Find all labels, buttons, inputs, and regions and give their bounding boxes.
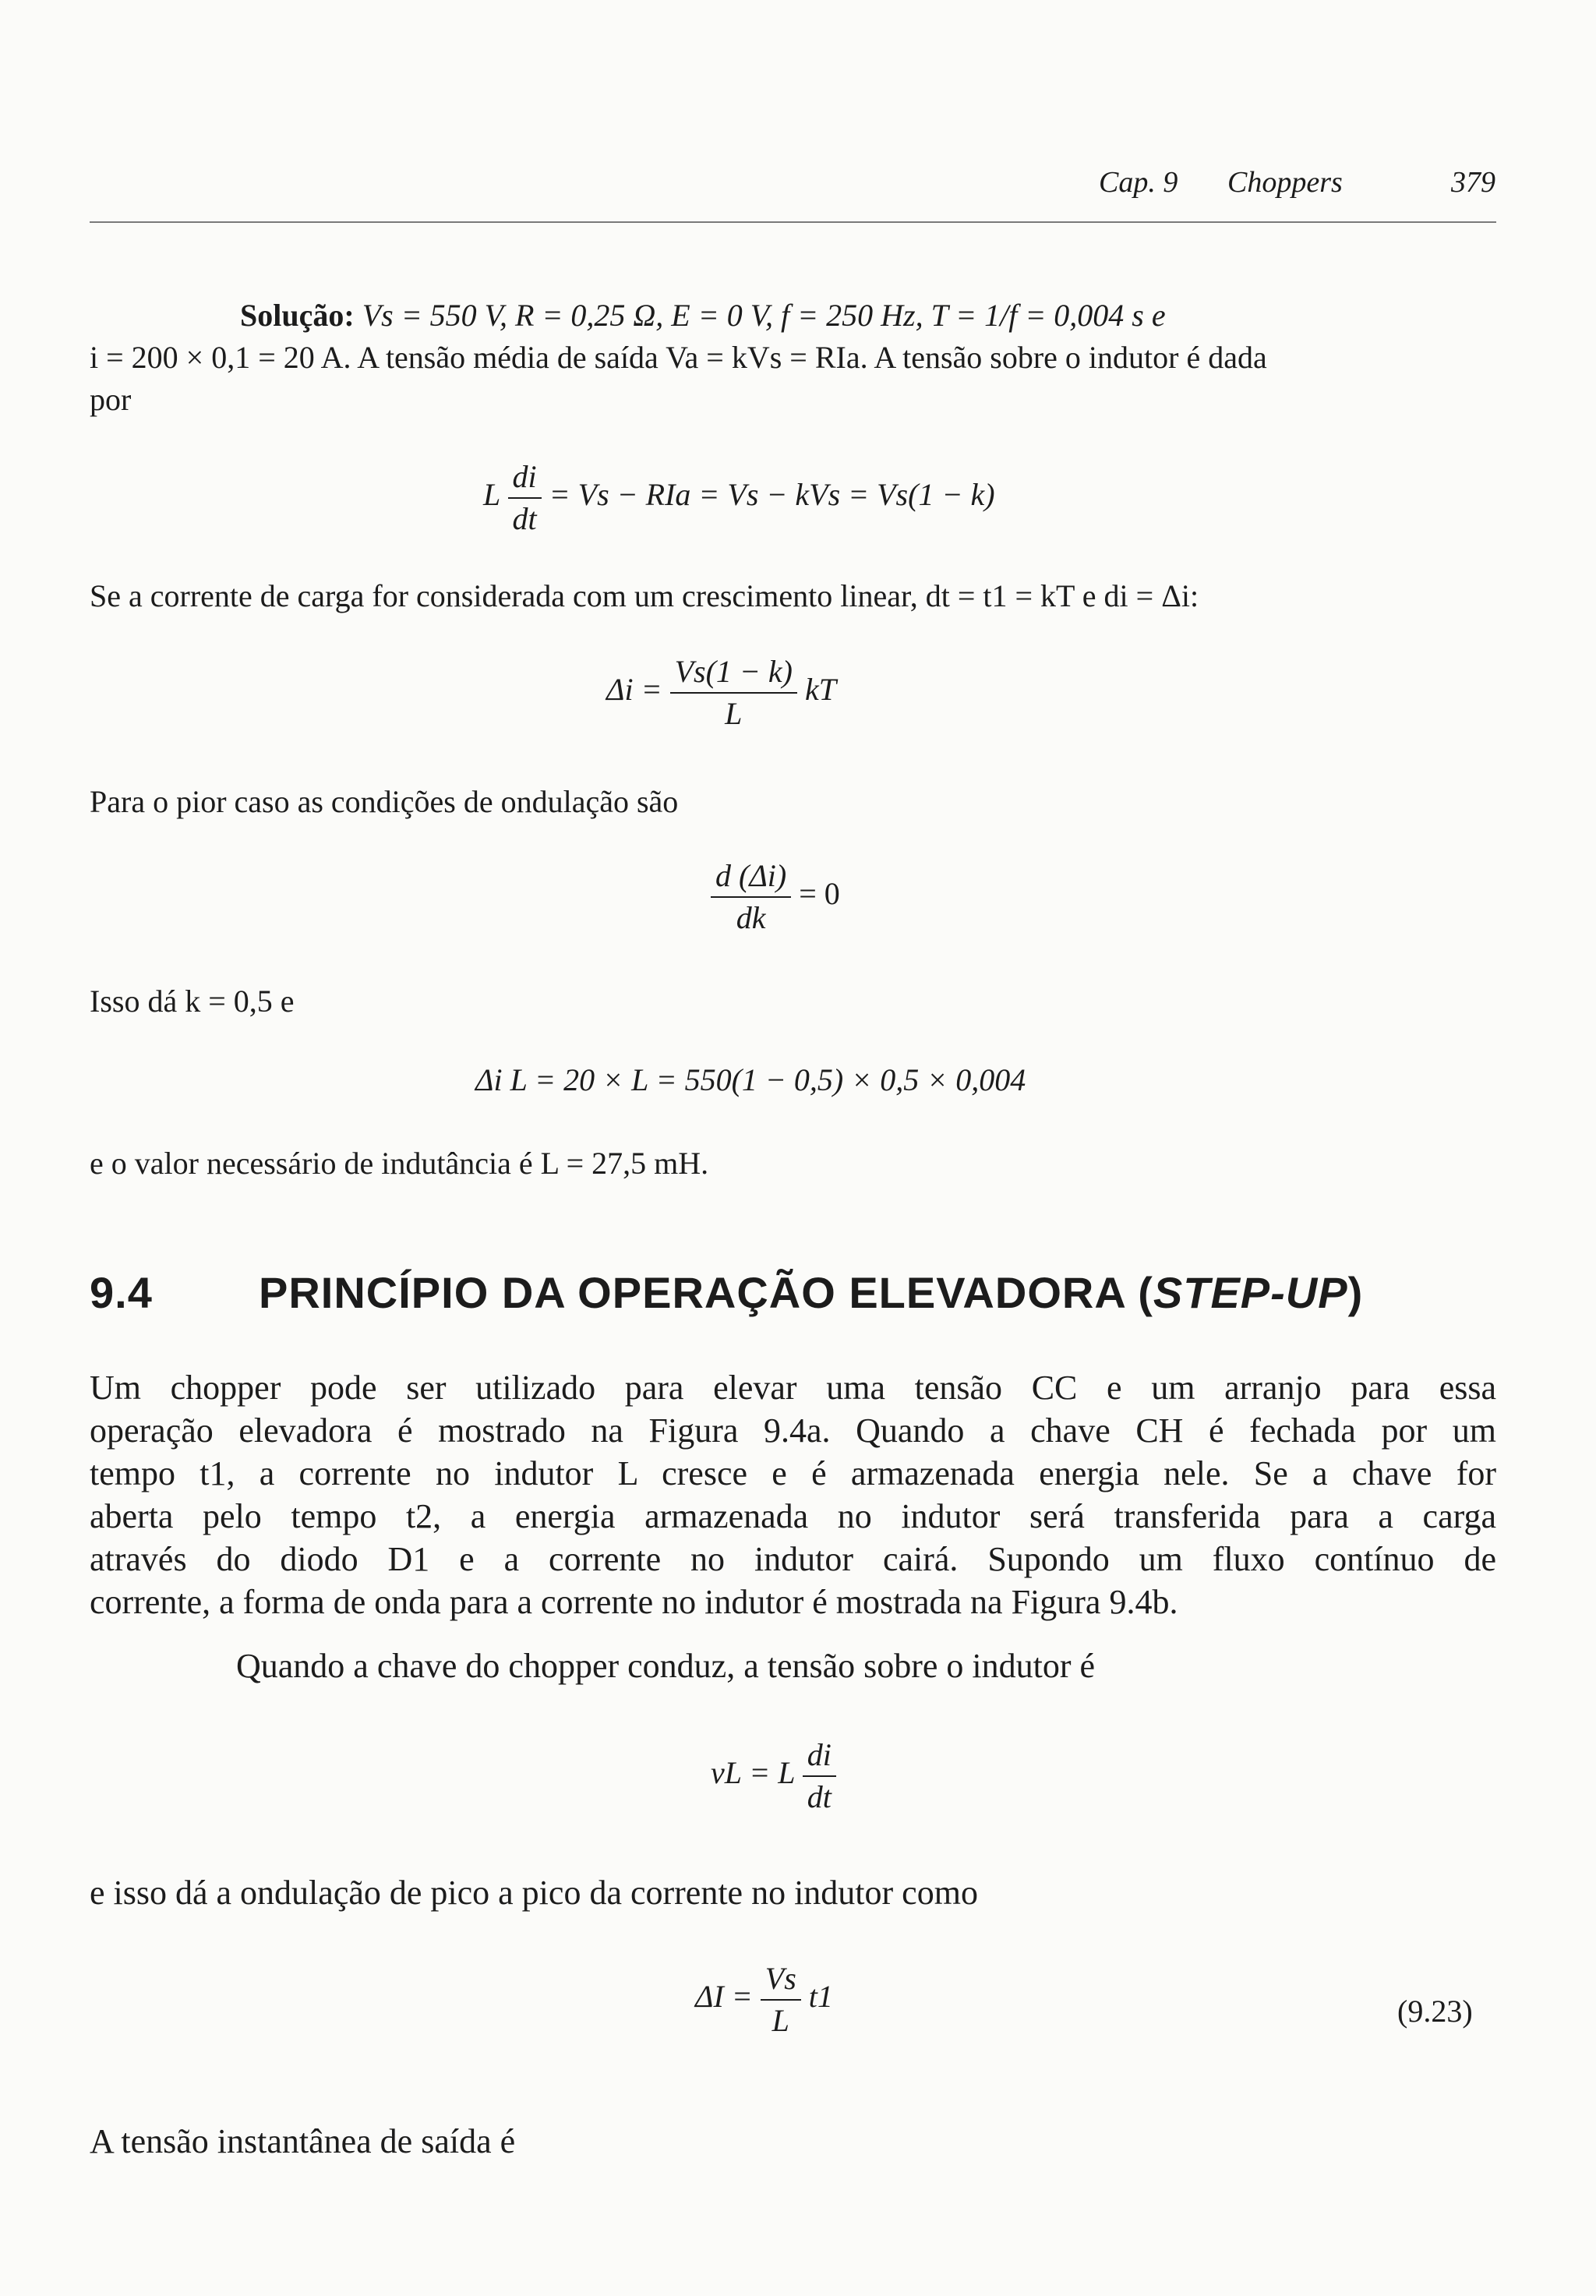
eq2-denominator: L bbox=[725, 696, 743, 731]
eq6-rhs: t1 bbox=[808, 1979, 833, 2015]
eq3-rhs: = 0 bbox=[799, 876, 840, 912]
text-worst-case: Para o pior caso as condições de ondulação são bbox=[90, 784, 679, 819]
chapter-label: Cap. 9 bbox=[1099, 166, 1178, 199]
section-title bbox=[259, 1267, 1363, 1318]
header-rule bbox=[90, 221, 1496, 223]
eq3-numerator: d (Δi) bbox=[711, 857, 791, 898]
eq1-rhs: = Vs − RIa = Vs − kVs = Vs(1 − k) bbox=[549, 477, 995, 513]
paragraph-chopper-conducts: Quando a chave do chopper conduz, a tensão sobre o indutor é bbox=[236, 1647, 1096, 1685]
text-linear-growth: Se a corrente de carga for considerada com um crescimento linear, dt = t1 = kT e di = Δi: bbox=[90, 578, 1199, 613]
equation-number: (9.23) bbox=[1397, 1994, 1473, 2029]
running-header bbox=[1099, 165, 1504, 212]
solution-line-1 bbox=[240, 295, 1496, 337]
section-number: 9.4 bbox=[90, 1268, 153, 1317]
paragraph-line: corrente, a forma de onda para a corrente no indutor é mostrada na Figura 9.4b. bbox=[90, 1583, 1178, 1621]
eq3-fraction bbox=[711, 857, 791, 937]
section-title-italic: STEP-UP bbox=[1153, 1268, 1348, 1317]
eq6-numerator: Vs bbox=[761, 1960, 801, 2001]
eq1-numerator: di bbox=[508, 458, 542, 499]
eq5-fraction bbox=[803, 1736, 836, 1816]
eq6-fraction bbox=[761, 1960, 801, 2040]
page-number: 379 bbox=[1451, 166, 1495, 199]
equation-vl bbox=[711, 1736, 836, 1816]
eq1-fraction bbox=[508, 458, 542, 538]
eq2-lhs: Δi = bbox=[606, 672, 662, 708]
text-instantaneous-output: A tensão instantânea de saída é bbox=[90, 2122, 516, 2160]
equation-inductance-calc: Δi L = 20 × L = 550(1 − 0,5) × 0,5 × 0,004 bbox=[475, 1062, 1026, 1097]
eq2-numerator: Vs(1 − k) bbox=[670, 653, 797, 694]
text-gives-k: Isso dá k = 0,5 e bbox=[90, 984, 295, 1019]
eq3-denominator: dk bbox=[736, 900, 766, 935]
text-ripple: e isso dá a ondulação de pico a pico da corrente no indutor como bbox=[90, 1874, 978, 1912]
paragraph-line: Um chopper pode ser utilizado para elevar uma tensão CC e um arranjo para essa bbox=[90, 1369, 1496, 1407]
eq1-denominator: dt bbox=[512, 501, 537, 536]
solution-label: Solução: bbox=[240, 298, 355, 333]
text-inductance-value: e o valor necessário de indutância é L = 27,5 mH. bbox=[90, 1146, 709, 1181]
eq2-fraction bbox=[670, 653, 797, 733]
eq1-L: L bbox=[483, 477, 500, 513]
section-title-close: ) bbox=[1347, 1268, 1364, 1317]
paragraph-line: aberta pelo tempo t2, a energia armazenada no indutor será transferida para a carga bbox=[90, 1497, 1496, 1535]
paragraph-step-up bbox=[90, 1366, 1496, 1623]
eq5-denominator: dt bbox=[807, 1779, 832, 1814]
eq5-numerator: di bbox=[803, 1736, 836, 1777]
paragraph-line: através do diodo D1 e a corrente no indutor cairá. Supondo um fluxo contínuo de bbox=[90, 1540, 1496, 1578]
equation-delta-i bbox=[606, 653, 836, 733]
chapter-title: Choppers bbox=[1227, 166, 1343, 199]
equation-inductor-voltage bbox=[483, 458, 995, 538]
paragraph-line: tempo t1, a corrente no indutor L cresce e é armazenada energia nele. Se a chave for bbox=[90, 1454, 1496, 1492]
eq6-denominator: L bbox=[772, 2003, 789, 2038]
solution-givens: Vs = 550 V, R = 0,25 Ω, E = 0 V, f = 250 Hz, T = 1/f = 0,004 s e bbox=[362, 298, 1166, 333]
eq5-lhs: vL = L bbox=[711, 1755, 795, 1791]
paragraph-line: operação elevadora é mostrado na Figura 9.4a. Quando a chave CH é fechada por um bbox=[90, 1411, 1496, 1450]
section-title-main: PRINCÍPIO DA OPERAÇÃO ELEVADORA ( bbox=[259, 1268, 1153, 1317]
solution-line-3: por bbox=[90, 382, 132, 417]
solution-line-2: i = 200 × 0,1 = 20 A. A tensão média de saída Va = kVs = RIa. A tensão sobre o indutor é dada bbox=[90, 340, 1267, 375]
eq6-lhs: ΔI = bbox=[695, 1979, 753, 2015]
equation-9-23 bbox=[695, 1960, 833, 2040]
eq2-rhs: kT bbox=[804, 672, 836, 708]
equation-derivative-zero bbox=[711, 857, 840, 937]
